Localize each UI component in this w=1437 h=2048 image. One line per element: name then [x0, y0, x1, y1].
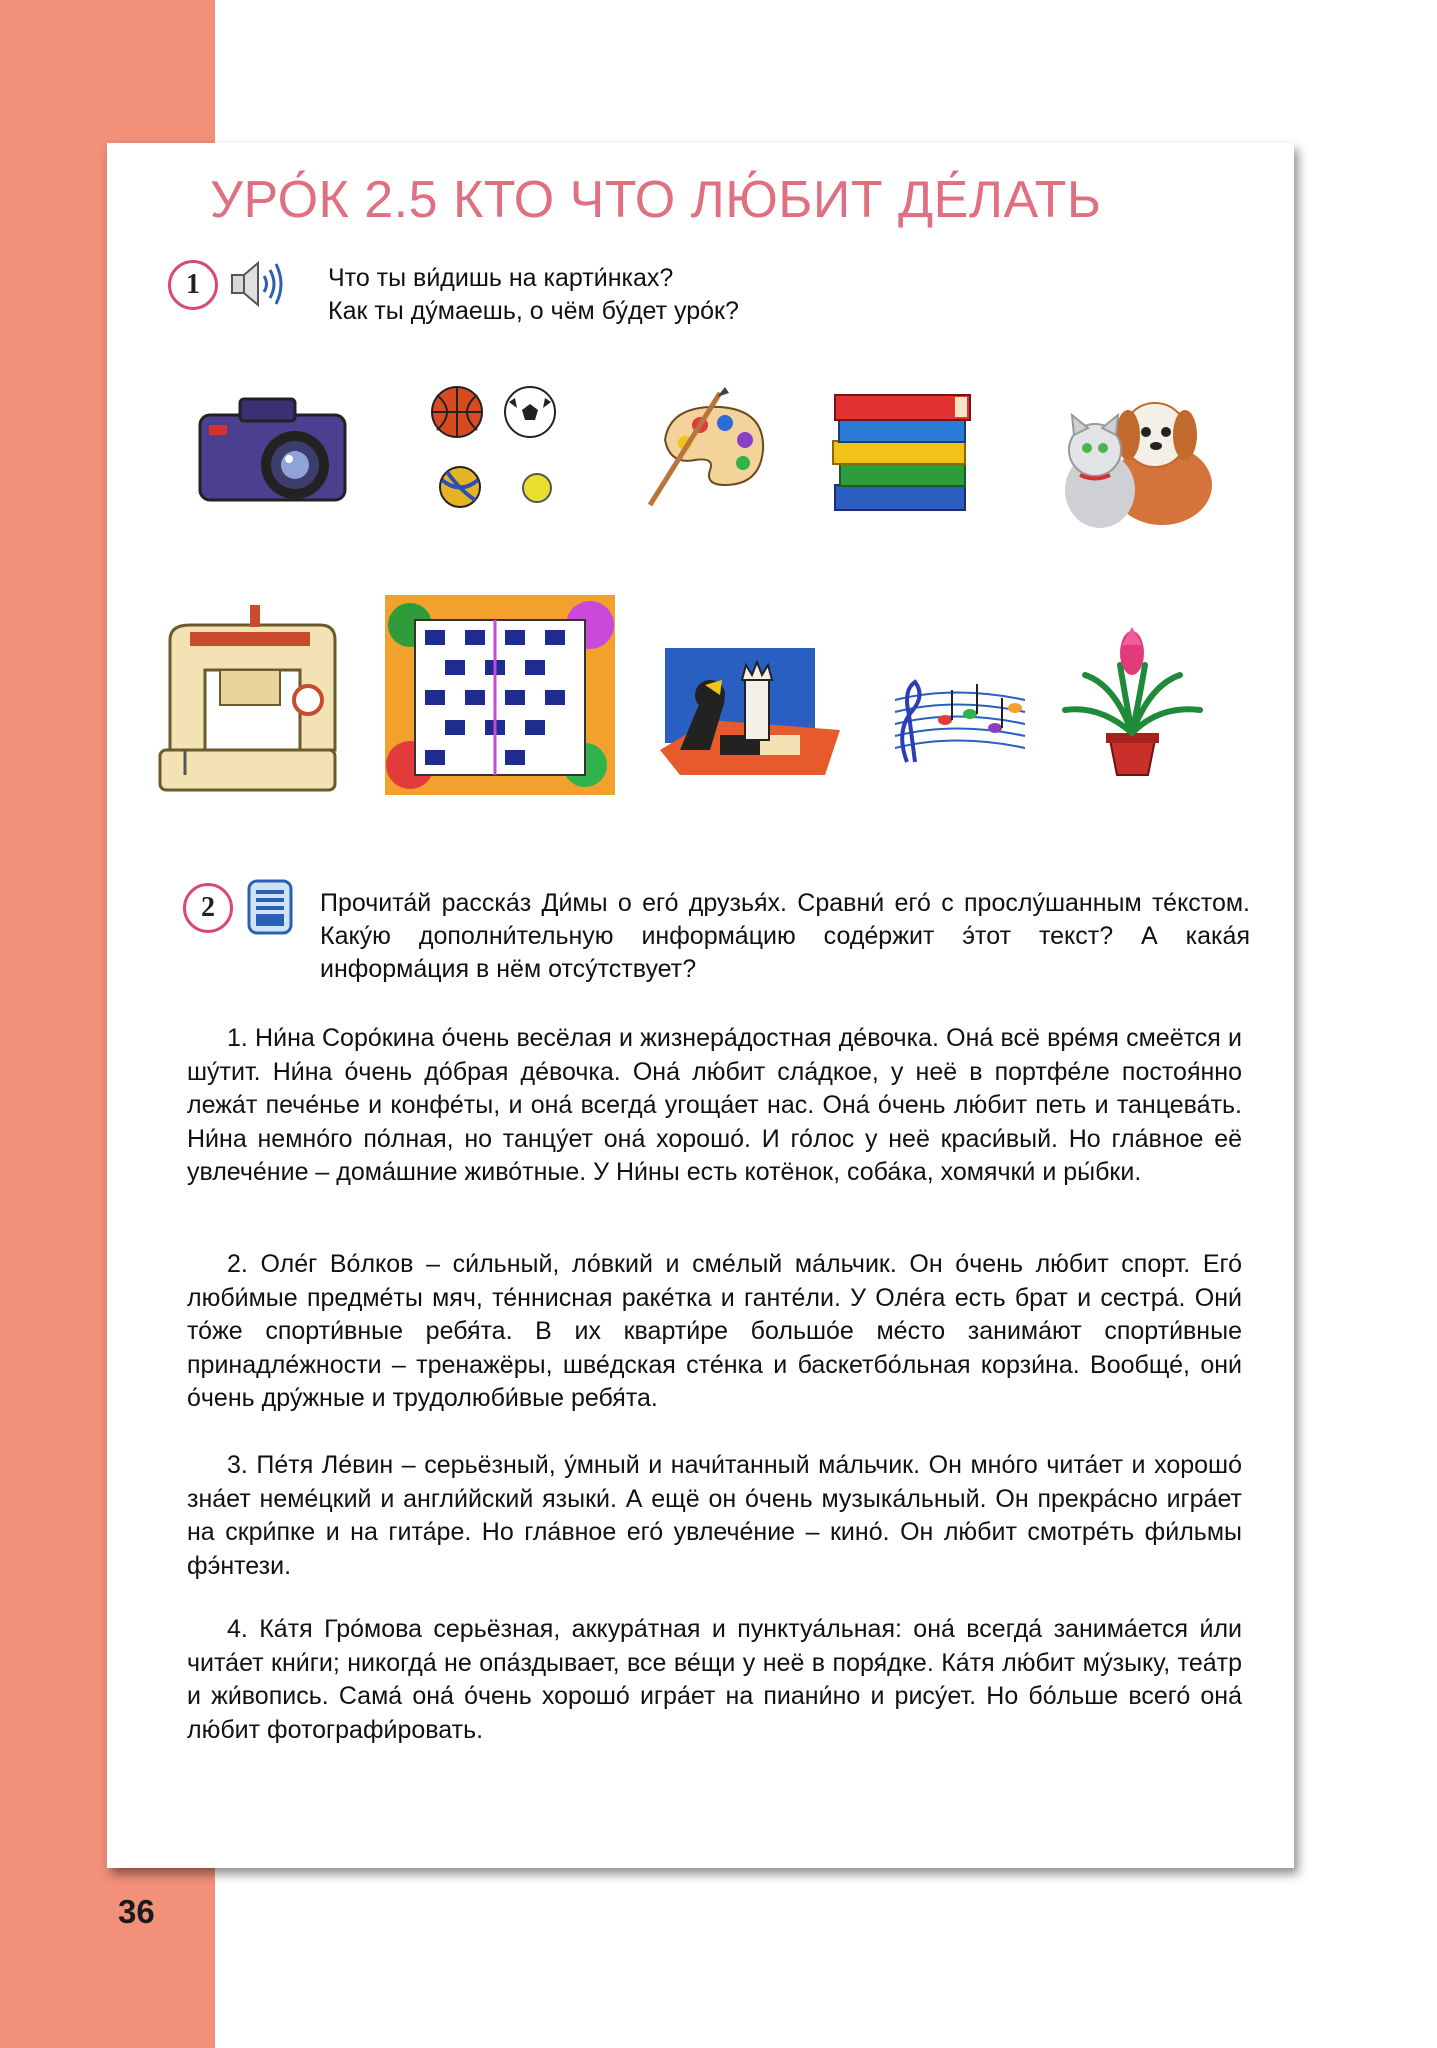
sewing-machine-picture: [150, 600, 350, 800]
chess-picture: [650, 640, 845, 780]
exercise-1-line-1: Что ты ви́дишь на карти́нках?: [328, 264, 674, 292]
exercise-1-line-2: Как ты ду́маешь, о чём бу́дет уро́к?: [328, 297, 739, 325]
paragraph-4: 4. Ка́тя Гро́мова серьёзная, аккура́тная и пунктуа́льная: она́ всегда́ занима́ется и́ли чита́ет кни́ги; никогда́ не опа́здывает, все ве́щи у неё в поря́дке. Ка́тя лю́бит му́зыку, теа́тр и жи́вопись. Сама́ она́ о́чень хорошо́ игра́ет на пиани́но и рису́ет. Но бо́льше всего́ она́ лю́бит фотографи́ровать.: [187, 1615, 1242, 1744]
crossword-picture: [380, 585, 620, 805]
music-notes-picture: [885, 670, 1030, 770]
exercise-1-prompt: [328, 262, 739, 328]
paragraph-2: 2. Оле́г Во́лков – си́льный, ло́вкий и сме́лый ма́льчик. Он о́чень лю́бит спорт. Его́ люби́мые предме́ты мяч, те́ннисная раке́тка и ганте́ли. У Оле́га есть брат и сестра́. Они́ то́же спорти́вные ребя́та. В их кварти́ре большо́е ме́сто занима́ют спорти́вные принадле́жности – тренажёры, шве́дская сте́нка и баскетбо́льная корзи́на. Вообще́, они́ о́чень дру́жные и трудолюби́вые ребя́та.: [187, 1250, 1242, 1412]
camera-picture: [185, 385, 355, 515]
kitten-and-puppy-picture: [1050, 390, 1220, 535]
books-picture: [825, 385, 980, 520]
paragraph-1: 1. Ни́на Соро́кина о́чень весёлая и жизнера́достная де́вочка. Она́ всё вре́мя смеётся и шу́тит. Ни́на о́чень до́брая де́вочка. Она́ лю́бит сла́дкое, у неё в портфе́ле постоя́нно лежа́т пече́нье и конфе́ты, и она́ всегда́ угоща́ет нас. Она́ о́чень лю́бит петь и танцева́ть. Ни́на немно́го по́лная, но танцу́ет она́ хорошо́. И го́лос у неё краси́вый. Но гла́вное её увлече́ние – дома́шние живо́тные. У Ни́ны есть котёнок, соба́ка, хомячки́ и ры́бки.: [187, 1024, 1242, 1186]
document-icon[interactable]: [246, 878, 294, 936]
lesson-title: УРО́К 2.5 КТО ЧТО ЛЮ́БИТ ДЕ́ЛАТЬ: [210, 171, 1102, 229]
page-number: 36: [118, 1893, 155, 1930]
exercise-1-number: 1: [168, 260, 218, 310]
paragraph-3: 3. Пе́тя Ле́вин – серьёзный, у́мный и начи́танный ма́льчик. Он мно́го чита́ет и хорошо́ зна́ет неме́цкий и англи́йский языки́. А ещё он о́чень музыка́льный. Он прекра́сно игра́ет на скри́пке и на гита́ре. Но гла́вное его́ увлече́ние – кино́. Он лю́бит смотре́ть фи́льмы фэ́нтези.: [187, 1451, 1242, 1580]
paint-palette-picture: [645, 385, 770, 510]
potted-plant-picture: [1060, 625, 1205, 780]
speaker-icon[interactable]: [228, 258, 286, 310]
balls-picture: [425, 380, 565, 515]
exercise-2-number: 2: [183, 883, 233, 933]
exercise-2-prompt: Прочита́й расска́з Ди́мы о его́ друзья́х. Сравни́ его́ с прослу́шанным те́кстом. Каку́ю дополни́тельную информа́цию соде́ржит э́тот текст? А кака́я информа́ция в нём отсу́тствует?: [320, 889, 1250, 983]
